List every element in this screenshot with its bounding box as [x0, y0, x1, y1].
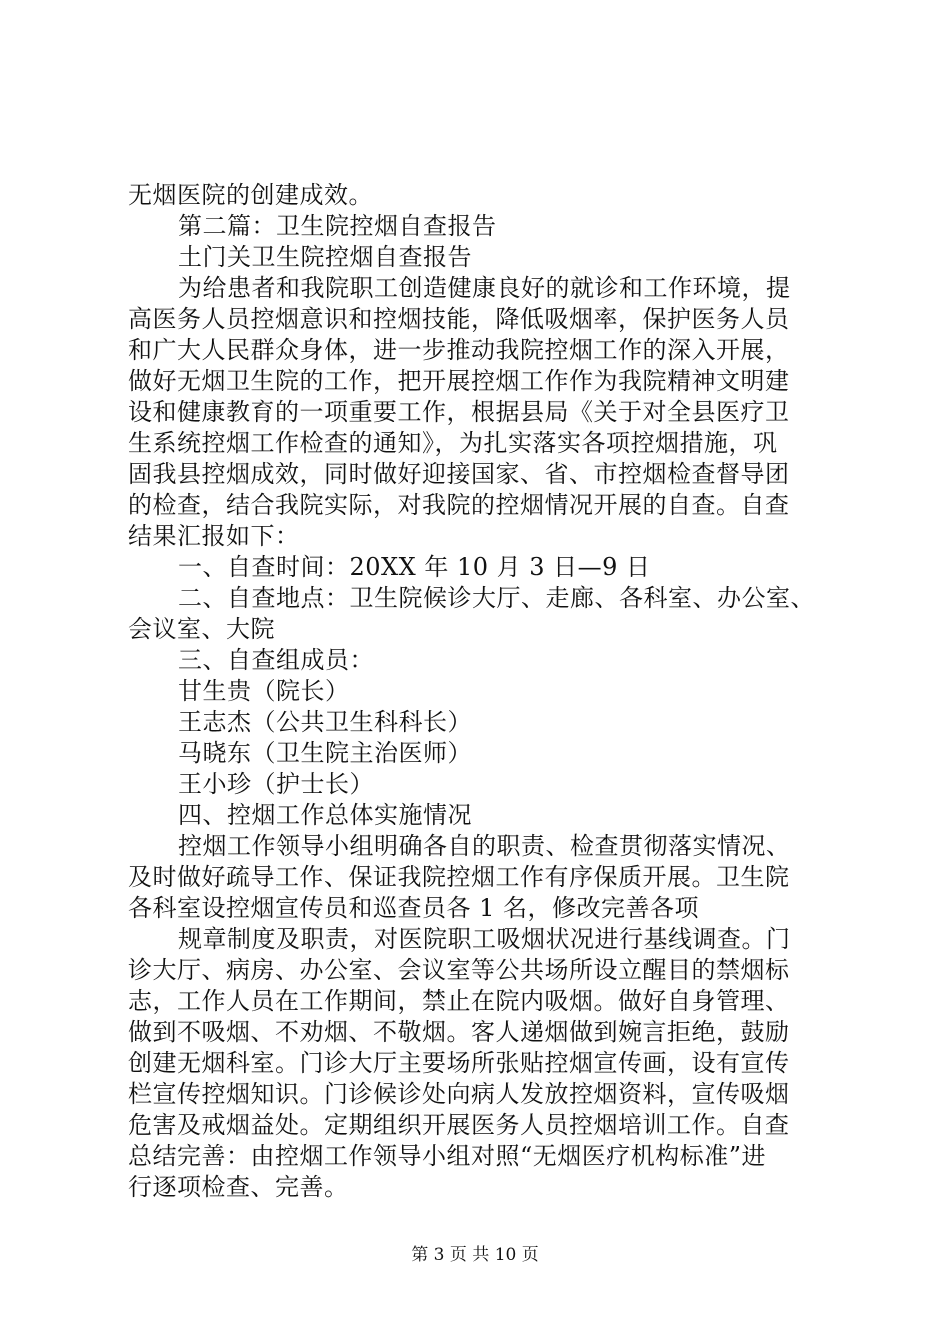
member-item: 王志杰（公共卫生科科长）: [178, 708, 472, 736]
text-line: 创建无烟科室。门诊大厅主要场所张贴控烟宣传画，设有宣传: [128, 1049, 790, 1077]
text-line: 无烟医院的创建成效。: [128, 181, 373, 209]
text-line: 各科室设控烟宣传员和巡查员各 1 名，修改完善各项: [128, 894, 700, 922]
text-line: 固我县控烟成效，同时做好迎接国家、省、市控烟检查督导团: [128, 460, 790, 488]
text-line: 栏宣传控烟知识。门诊候诊处向病人发放控烟资料，宣传吸烟: [128, 1080, 790, 1108]
text-line: 和广大人民群众身体，进一步推动我院控烟工作的深入开展，: [128, 336, 790, 364]
text-line: 行逐项检查、完善。: [128, 1173, 349, 1201]
text-line: 会议室、大院: [128, 615, 275, 643]
text-line: 危害及戒烟益处。定期组织开展医务人员控烟培训工作。自查: [128, 1111, 790, 1139]
member-item: 马晓东（卫生院主治医师）: [178, 739, 472, 767]
text-line: 一、自查时间：20XX 年 10 月 3 日—9 日: [178, 553, 651, 581]
text-line: 控烟工作领导小组明确各自的职责、检查贯彻落实情况、: [178, 832, 791, 860]
text-line: 做到不吸烟、不劝烟、不敬烟。客人递烟做到婉言拒绝，鼓励: [128, 1018, 790, 1046]
text-line: 总结完善：由控烟工作领导小组对照“无烟医疗机构标准”进: [128, 1142, 767, 1170]
text-line: 四、控烟工作总体实施情况: [178, 801, 472, 829]
text-line: 高医务人员控烟意识和控烟技能，降低吸烟率，保护医务人员: [128, 305, 790, 333]
text-line: 三、自查组成员：: [178, 646, 374, 674]
text-line: 二、自查地点：卫生院候诊大厅、走廊、各科室、办公室、: [178, 584, 815, 612]
text-line: 诊大厅、病房、办公室、会议室等公共场所设立醒目的禁烟标: [128, 956, 790, 984]
text-line: 的检查，结合我院实际，对我院的控烟情况开展的自查。自查: [128, 491, 790, 519]
text-line: 规章制度及职责，对医院职工吸烟状况进行基线调查。门: [178, 925, 791, 953]
text-line: 为给患者和我院职工创造健康良好的就诊和工作环境，提: [178, 274, 791, 302]
member-item: 甘生贵（院长）: [178, 677, 350, 705]
text-line: 及时做好疏导工作、保证我院控烟工作有序保质开展。卫生院: [128, 863, 790, 891]
text-line: 做好无烟卫生院的工作，把开展控烟工作作为我院精神文明建: [128, 367, 790, 395]
section-title: 第二篇：卫生院控烟自查报告: [178, 212, 497, 240]
text-line: 设和健康教育的一项重要工作，根据县局《关于对全县医疗卫: [128, 398, 790, 426]
text-line: 志，工作人员在工作期间，禁止在院内吸烟。做好自身管理、: [128, 987, 790, 1015]
page-number: 第 3 页 共 10 页: [411, 1245, 539, 1265]
member-item: 王小珍（护士长）: [178, 770, 374, 798]
report-title: 土门关卫生院控烟自查报告: [178, 243, 472, 271]
text-line: 结果汇报如下：: [128, 522, 300, 550]
text-line: 生系统控烟工作检查的通知》，为扎实落实各项控烟措施，巩: [128, 429, 778, 457]
